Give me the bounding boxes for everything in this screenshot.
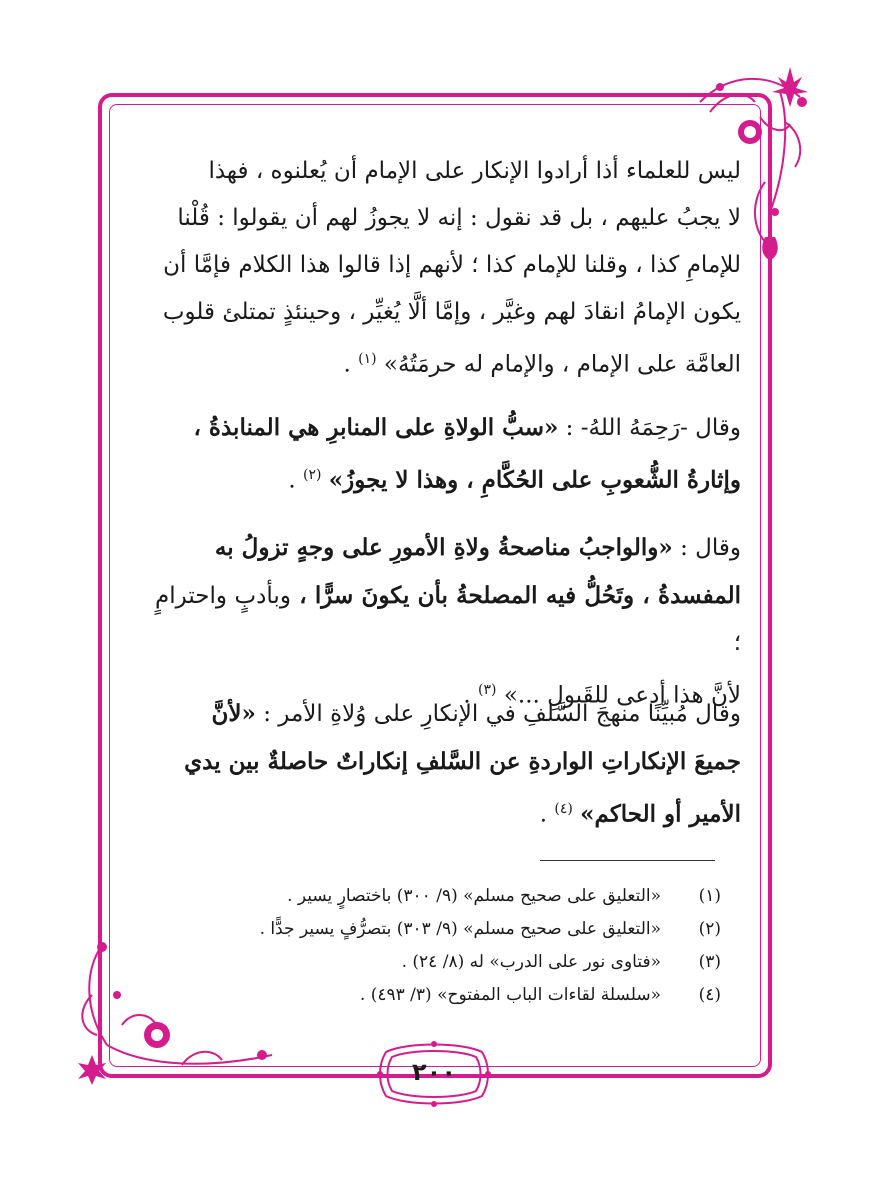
- paragraph-2-end: .: [288, 467, 296, 494]
- paragraph-1-line-5-text: العامَّة على الإمام ، والإمام له حرمَتُهُ»: [383, 351, 741, 378]
- paragraph-2-intro: وقال -رَحِمَهُ اللهُ- :: [558, 415, 741, 441]
- paragraph-2: [155, 404, 741, 505]
- paragraph-2-line-1: [155, 404, 741, 452]
- paragraph-4-quote-line-1: «لأنَّ: [211, 700, 256, 727]
- paragraph-1-line-2: لا يجبُ عليهم ، بل قد نقول : إنه لا يجوزُ لهم أن يقولوا : قُلْنا: [177, 205, 741, 231]
- footnote-ref-2[interactable]: (٢): [303, 467, 322, 483]
- paragraph-3-intro: وقال :: [672, 535, 741, 561]
- paragraph-3-quote-line-1: «والواجبُ مناصحةُ ولاةِ الأمورِ على وجهٍ تزولُ به: [214, 534, 673, 561]
- footnote-2-number: (٢): [698, 919, 721, 939]
- footnote-ref-3[interactable]: (٣): [478, 682, 497, 698]
- paragraph-4-line-3: [155, 786, 741, 839]
- paragraph-3-end: .: [463, 682, 471, 709]
- footnote-4-number: (٤): [698, 985, 721, 1005]
- paragraph-3-line-1: [155, 524, 741, 572]
- paragraph-3-quote-line-2: المفسدةُ ، وتَحُلُّ فيه المصلحةُ بأن يكونَ سرًّا ،: [290, 582, 742, 609]
- footnote-4-text: «سلسلة لقاءات الباب المفتوح» (٣/ ٤٩٣) .: [359, 985, 661, 1005]
- footnote-3: [155, 946, 721, 979]
- footnote-ref-4[interactable]: (٤): [554, 801, 573, 817]
- paragraph-1-line-3: للإمامِ كذا ، وقلنا للإمام كذا ؛ لأنهم إذا قالوا هذا الكلام فإمَّا أن: [163, 252, 741, 278]
- paragraph-4-quote-line-3: الأمير أو الحاكم»: [580, 800, 741, 828]
- footnote-1: [155, 880, 721, 913]
- footnote-1-number: (١): [698, 886, 721, 906]
- footnotes: [155, 880, 721, 1012]
- paragraph-2-line-2: [155, 452, 741, 505]
- paragraph-1-line-4: يكون الإمامُ انقادَ لهم وغيَّر ، وإمَّا ألَّا يُغيِّر ، وحينئذٍ تمتلئ قلوب: [162, 299, 741, 325]
- paragraph-4-line-1: [155, 690, 741, 738]
- paragraph-1-line-5: [155, 336, 741, 389]
- paragraph-4-end: .: [539, 801, 548, 828]
- footnote-2-text: «التعليق على صحيح مسلم» (٩/ ٣٠٣) بتصرُّفٍ يسير جدًّا .: [259, 919, 661, 939]
- paragraph-1: [155, 148, 741, 389]
- footnote-1-text: «التعليق على صحيح مسلم» (٩/ ٣٠٠) باختصارٍ يسير .: [287, 886, 661, 906]
- paragraph-4-quote-line-2: جميعَ الإنكاراتِ الواردةِ عن السَّلفِ إنكاراتٌ حاصلةٌ بين يدي: [184, 748, 741, 775]
- paragraph-3-plain-line: لأنَّ هذا أدعى للقَبولِ ...»: [503, 682, 741, 709]
- page-number: ٢٠٠: [412, 1058, 456, 1086]
- footnote-2: [155, 913, 721, 946]
- paragraph-2-quote-line-1: «سبُّ الولاةِ على المنابرِ هي المنابذةُ ،: [193, 414, 559, 441]
- footnote-3-number: (٣): [698, 952, 721, 972]
- footnote-ref-1[interactable]: (١): [358, 351, 377, 367]
- paragraph-3-plain-after: وبأدبٍ واحترامٍ ؛: [155, 583, 741, 656]
- paragraph-4: [155, 690, 741, 839]
- footnote-4: [155, 979, 721, 1012]
- paragraph-1-line-1: ليس للعلماء أذا أرادوا الإنكار على الإمام أن يُعلنوه ، فهذا: [208, 158, 741, 184]
- footnote-separator: [540, 860, 715, 861]
- paragraph-4-intro: وقال مُبيِّنًا منهجَ السَّلفِ في الإنكارِ على وُلاةِ الأمر :: [255, 701, 741, 727]
- paragraph-1-end: .: [343, 351, 351, 378]
- paragraph-2-quote-line-2: وإثارةُ الشُّعوبِ على الحُكَّامِ ، وهذا لا يجوزُ»: [328, 466, 741, 494]
- paragraph-4-line-2: [155, 738, 741, 786]
- footnote-3-text: «فتاوى نور على الدرب» له (٨/ ٢٤) .: [401, 952, 661, 972]
- paragraph-3-line-2: [155, 572, 741, 667]
